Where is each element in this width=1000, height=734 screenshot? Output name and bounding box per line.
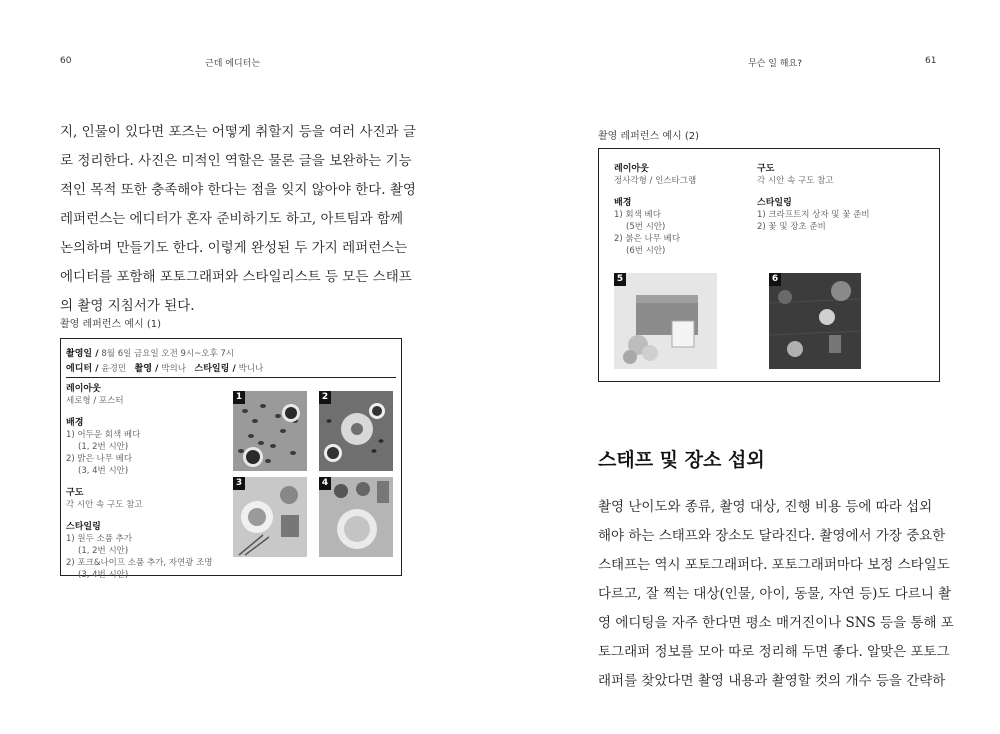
body-line: 해야 하는 스태프와 장소도 달라진다. 촬영에서 가장 중요한 bbox=[598, 528, 946, 544]
reference-photo-2 bbox=[319, 391, 393, 471]
body-line: 레퍼런스는 에디터가 혼자 준비하기도 하고, 아트팀과 함께 bbox=[60, 211, 404, 227]
shoot-date-label: 촬영일 / bbox=[66, 349, 99, 359]
body-line: 촬영 난이도와 종류, 촬영 대상, 진행 비용 등에 따라 섭외 bbox=[598, 499, 933, 515]
dark-wood-photo bbox=[769, 273, 861, 369]
note-line: (5번 시안) bbox=[626, 222, 666, 232]
figure2-notes-col1 bbox=[614, 161, 754, 256]
right-body-text bbox=[598, 493, 954, 696]
note-section-title: 구도 bbox=[757, 164, 775, 174]
photo-number-badge: 6 bbox=[769, 273, 781, 286]
note-line: 2) 포크&나이프 소품 추가, 자연광 조명 bbox=[66, 558, 213, 568]
reference-photo-5 bbox=[614, 273, 717, 369]
section-heading: 스태프 및 장소 섭외 bbox=[598, 449, 765, 471]
page-number-right: 61 bbox=[925, 56, 937, 66]
note-line: 2) 밝은 나무 베다 bbox=[66, 454, 133, 464]
note-line: 1) 회색 베다 bbox=[614, 210, 661, 220]
body-line: 지, 인물이 있다면 포즈는 어떻게 취할지 등을 여러 사진과 글 bbox=[60, 124, 416, 140]
gift-box-photo bbox=[614, 273, 717, 369]
note-line: 정사각형 / 인스타그램 bbox=[614, 176, 697, 186]
note-section-title: 배경 bbox=[614, 198, 632, 208]
figure1-caption: 촬영 레퍼런스 예시 (1) bbox=[60, 319, 161, 330]
figure1-box bbox=[60, 338, 402, 580]
note-section-title: 스타일링 bbox=[66, 522, 101, 532]
body-line: 영 에디팅을 자주 한다면 평소 매거진이나 SNS 등을 통해 포 bbox=[598, 615, 954, 631]
note-section-title: 구도 bbox=[66, 488, 84, 498]
body-line: 래퍼를 찾았다면 촬영 내용과 촬영할 컷의 개수 등을 간략하 bbox=[598, 673, 946, 689]
note-section bbox=[66, 485, 236, 510]
note-section-title: 레이아웃 bbox=[614, 164, 649, 174]
running-header-left: 근데 에디터는 bbox=[205, 59, 261, 69]
credit-label: 스타일링 / bbox=[194, 364, 236, 374]
body-line: 에디터를 포함해 포토그래퍼와 스타일리스트 등 모든 스태프 bbox=[60, 269, 412, 285]
body-line: 스태프는 역시 포토그래퍼다. 포토그래퍼마다 보정 스타일도 bbox=[598, 557, 950, 573]
reference-photo-6 bbox=[769, 273, 861, 369]
credits-row bbox=[66, 361, 396, 378]
note-line: 2) 꽃 및 장초 준비 bbox=[757, 222, 826, 232]
photo-number-badge: 4 bbox=[319, 477, 331, 490]
note-section bbox=[614, 161, 754, 186]
note-line: 1) 어두운 회색 베다 bbox=[66, 430, 141, 440]
note-line: (3, 4번 시안) bbox=[78, 570, 129, 580]
credit-value: 박의나 bbox=[161, 364, 186, 374]
note-line: 각 시안 속 구도 참고 bbox=[66, 500, 143, 510]
reference-photo-4 bbox=[319, 477, 393, 557]
credit-value: 박니나 bbox=[238, 364, 264, 374]
note-line: 1) 원두 소품 추가 bbox=[66, 534, 133, 544]
note-line: (3, 4번 시안) bbox=[78, 466, 129, 476]
note-section bbox=[757, 161, 927, 186]
note-line: (6번 시안) bbox=[626, 246, 666, 256]
page-number-left: 60 bbox=[60, 56, 72, 66]
figure2-caption: 촬영 레퍼런스 예시 (2) bbox=[598, 131, 699, 142]
body-line: 다르고, 잘 찍는 대상(인물, 아이, 동물, 자연 등)도 다르니 촬 bbox=[598, 586, 952, 602]
body-line: 의 촬영 지침서가 된다. bbox=[60, 298, 195, 314]
note-line: 각 시안 속 구도 참고 bbox=[757, 176, 834, 186]
body-line: 토그래퍼 정보를 모아 따로 정리해 두면 좋다. 알맞은 포토그 bbox=[598, 644, 950, 660]
credit-value: 윤경민 bbox=[101, 364, 127, 374]
note-section bbox=[66, 415, 236, 476]
photo-number-badge: 5 bbox=[614, 273, 626, 286]
body-line: 로 정리한다. 사진은 미적인 역할은 물론 글을 보완하는 기능 bbox=[60, 153, 412, 169]
photo-number-badge: 3 bbox=[233, 477, 245, 490]
shoot-date-row bbox=[66, 346, 396, 359]
left-body-text bbox=[60, 118, 416, 321]
credit-label: 촬영 / bbox=[134, 364, 159, 374]
note-section-title: 배경 bbox=[66, 418, 84, 428]
photo-number-badge: 1 bbox=[233, 391, 245, 404]
note-line: 2) 붉은 나무 베다 bbox=[614, 234, 681, 244]
credit-label: 에디터 / bbox=[66, 364, 99, 374]
photo-number-badge: 2 bbox=[319, 391, 331, 404]
running-header-right: 무슨 일 해요? bbox=[748, 59, 802, 69]
note-line: 1) 크라프트지 상자 및 꽃 준비 bbox=[757, 210, 870, 220]
reference-photo-3 bbox=[233, 477, 307, 557]
note-section bbox=[66, 519, 236, 580]
figure2-notes-col2 bbox=[757, 161, 927, 232]
reference-photo-1 bbox=[233, 391, 307, 471]
body-line: 논의하며 만들기도 한다. 이렇게 완성된 두 가지 레퍼런스는 bbox=[60, 240, 408, 256]
note-section bbox=[66, 381, 236, 406]
note-line: 세로형 / 포스터 bbox=[66, 396, 124, 406]
note-line: (1, 2번 시안) bbox=[78, 546, 129, 556]
note-section-title: 레이아웃 bbox=[66, 384, 101, 394]
note-section-title: 스타일링 bbox=[757, 198, 792, 208]
body-line: 적인 목적 또한 충족해야 한다는 점을 잊지 않아야 한다. 촬영 bbox=[60, 182, 416, 198]
figure2-box bbox=[598, 148, 940, 382]
note-section bbox=[757, 195, 927, 232]
shoot-date-value: 8월 6일 금요일 오전 9시~오후 7시 bbox=[101, 349, 234, 359]
figure1-notes bbox=[66, 381, 236, 580]
note-line: (1, 2번 시안) bbox=[78, 442, 129, 452]
note-section bbox=[614, 195, 754, 256]
